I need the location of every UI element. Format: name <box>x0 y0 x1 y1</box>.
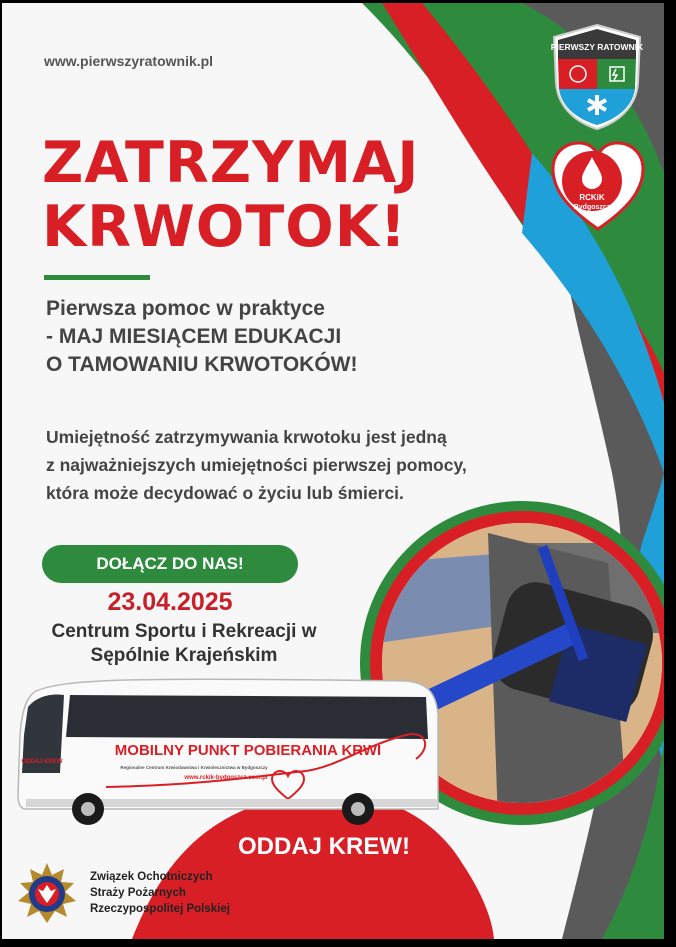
main-title <box>42 131 419 259</box>
bus-subline: Regionalne Centrum Krwiodawstwa i Krwiolecznictwa w Bydgoszczy <box>120 765 268 770</box>
blood-donation-bus <box>6 675 442 831</box>
bus-url: www.rckik-bydgoszcz.com.pl <box>184 775 268 781</box>
bus-banner: MOBILNY PUNKT POBIERANIA KRWI <box>114 742 382 759</box>
organization-name <box>90 869 230 917</box>
logo-pr-text: PIERWSZY RATOWNIK <box>550 42 644 52</box>
event-venue <box>14 620 354 668</box>
venue-line-2: Sępólnie Krajeńskim <box>90 645 278 666</box>
poster <box>2 3 664 939</box>
osp-emblem <box>14 861 80 927</box>
description-line-3: która może decydować o życiu lub śmierci. <box>46 483 404 503</box>
rear-hub <box>351 802 365 816</box>
website-url[interactable]: www.pierwszyratownik.pl <box>44 53 214 69</box>
subtitle <box>46 295 446 379</box>
title-line-1: ZATRZYMAJ <box>42 130 420 196</box>
description-line-1: Umiejętność zatrzymywania krwotoku jest jedną <box>46 427 447 447</box>
description-line-2: z najważniejszych umiejętności pierwszej pomocy, <box>46 455 467 475</box>
bus-windows <box>66 695 428 739</box>
rckik-line1: RCKiK <box>579 193 605 202</box>
join-us-button[interactable]: DOŁĄCZ DO NAS! <box>42 545 298 583</box>
event-date: 23.04.2025 <box>107 588 233 616</box>
subtitle-line-3: O TAMOWANIU KRWOTOKÓW! <box>46 353 358 376</box>
title-underline <box>44 275 150 280</box>
title-line-2: KRWOTOK! <box>42 194 407 260</box>
org-line-3: Rzeczypospolitej Polskiej <box>90 903 230 915</box>
rckik-heart-logo <box>549 139 647 235</box>
org-line-1: Związek Ochotniczych <box>90 871 213 883</box>
shield-right <box>597 59 636 89</box>
shield-left <box>558 59 597 89</box>
subtitle-line-2: - MAJ MIESIĄCEM EDUKACJI <box>46 325 342 348</box>
venue-line-1: Centrum Sportu i Rekreacji w <box>51 621 317 642</box>
donate-blood-text: ODDAJ KREW! <box>238 833 410 860</box>
front-hub <box>81 802 95 816</box>
description <box>46 423 516 507</box>
subtitle-line-1: Pierwsza pomoc w praktyce <box>46 297 325 320</box>
bus-front-label: ODDAJ KREW <box>21 759 63 765</box>
pierwszy-ratownik-logo <box>550 23 644 131</box>
org-line-2: Straży Pożarnych <box>90 887 186 899</box>
rckik-line2: Bydgoszcz <box>573 204 611 211</box>
